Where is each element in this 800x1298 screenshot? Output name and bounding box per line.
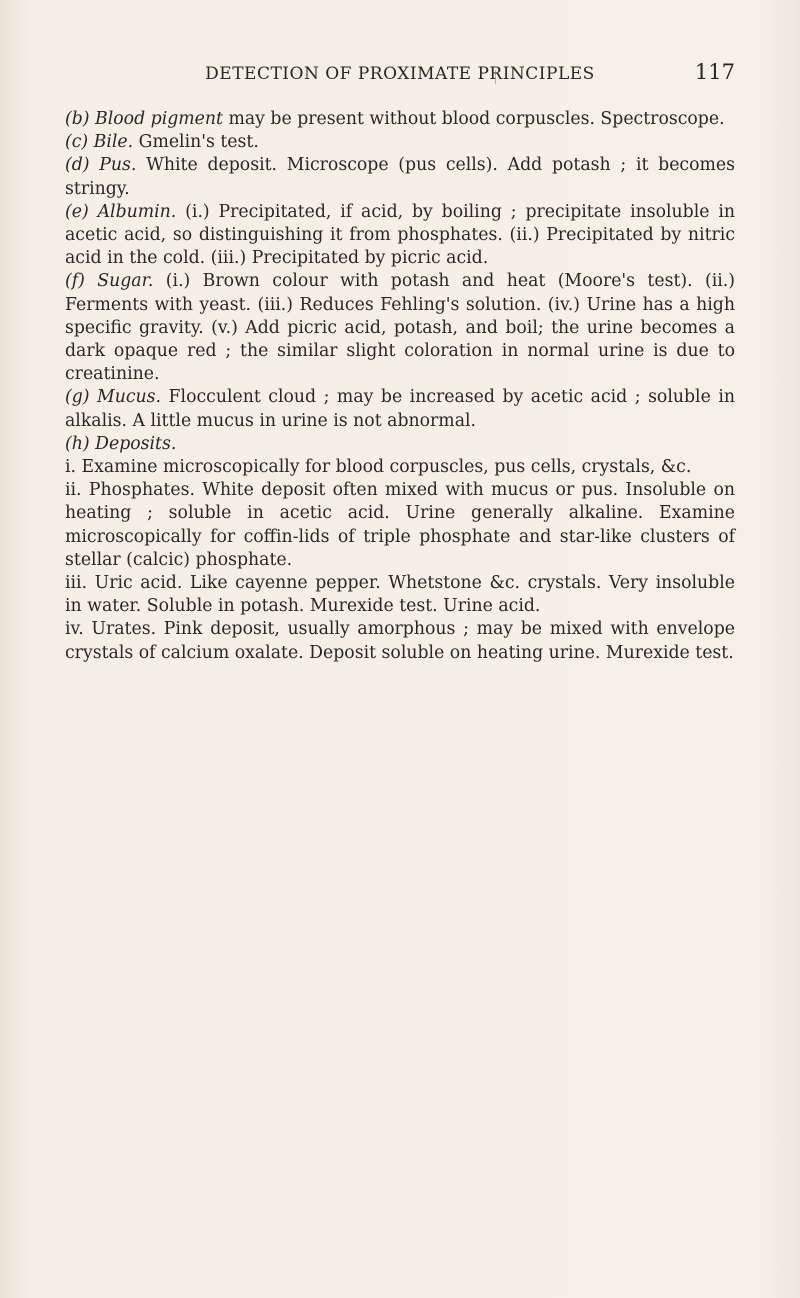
paragraph-label: (b) Blood pigment — [65, 109, 223, 129]
paragraph-mucus — [65, 386, 735, 432]
paragraph-bile — [65, 131, 735, 154]
paragraph-sugar — [65, 270, 735, 386]
paragraph-deposits-i — [65, 456, 735, 479]
paragraph-label: (f) Sugar. — [65, 271, 154, 292]
page-number: 117 — [694, 60, 735, 84]
paragraph-text: White deposit. Microscope (pus cells). Add potash ; it becomes stringy. — [65, 155, 735, 199]
page-body — [65, 108, 735, 665]
running-title: DETECTION OF PROXIMATE PRINCIPLES — [205, 64, 595, 84]
paragraph-label: (g) Mucus. — [65, 387, 162, 408]
paragraph-deposits — [65, 433, 735, 456]
paragraph-text: iv. Urates. Pink deposit, usually amorphous ; may be mixed with envelope crystals of calcium oxalate. Deposit soluble on heating urine. Murexide test. — [65, 619, 735, 663]
paragraph-label: (d) Pus. — [65, 155, 137, 176]
paragraph-text: (i.) Precipitated, if acid, by boiling ; precipitate insoluble in acetic acid, so distinguishing it from phosphates. (ii.) Precipitated by nitric acid in the cold. (iii.) Precipitated by picric acid. — [65, 201, 735, 269]
paragraph-text: iii. Uric acid. Like cayenne pepper. Whetstone &c. crystals. Very insoluble in water. Soluble in potash. Murexide test. Urine acid. — [65, 573, 735, 617]
paragraph-text: Gmelin's test. — [133, 132, 259, 153]
paragraph-deposits-iv — [65, 618, 735, 664]
paragraph-label: (h) Deposits. — [65, 433, 177, 454]
paragraph-text: Flocculent cloud ; may be increased by acetic acid ; soluble in alkalis. A little mucus in urine is not abnormal. — [65, 387, 735, 431]
paragraph-deposits-ii — [65, 479, 735, 572]
paragraph-label: (e) Albumin. — [65, 201, 177, 222]
paragraph-blood-pigment — [65, 108, 735, 131]
paragraph-text: (i.) Brown colour with potash and heat (Moore's test). (ii.) Ferments with yeast. (iii.) Reduces Fehling's solution. (iv.) Urine has a high specific gravity. (v.) Add picric acid, potash, and boil; the urine becomes a dark opaque red ; the similar slight coloration in normal urine is due to creatinine. — [65, 271, 736, 385]
page-header — [65, 60, 735, 90]
paragraph-text: ii. Phosphates. White deposit often mixed with mucus or pus. Insoluble on heating ; soluble in acetic acid. Urine generally alkaline. Examine microscopically for coffin-lids of triple phosphate and star-like clusters of stellar (calcic) phosphate. — [65, 480, 735, 570]
paragraph-text: may be present without blood corpuscles. Spectroscope. — [222, 109, 725, 129]
paragraph-pus — [65, 154, 735, 200]
paragraph-text: i. Examine microscopically for blood corpuscles, pus cells, crystals, &c. — [65, 457, 692, 478]
paragraph-label: (c) Bile. — [65, 132, 134, 153]
paragraph-albumin — [65, 201, 735, 271]
paragraph-deposits-iii — [65, 572, 735, 618]
